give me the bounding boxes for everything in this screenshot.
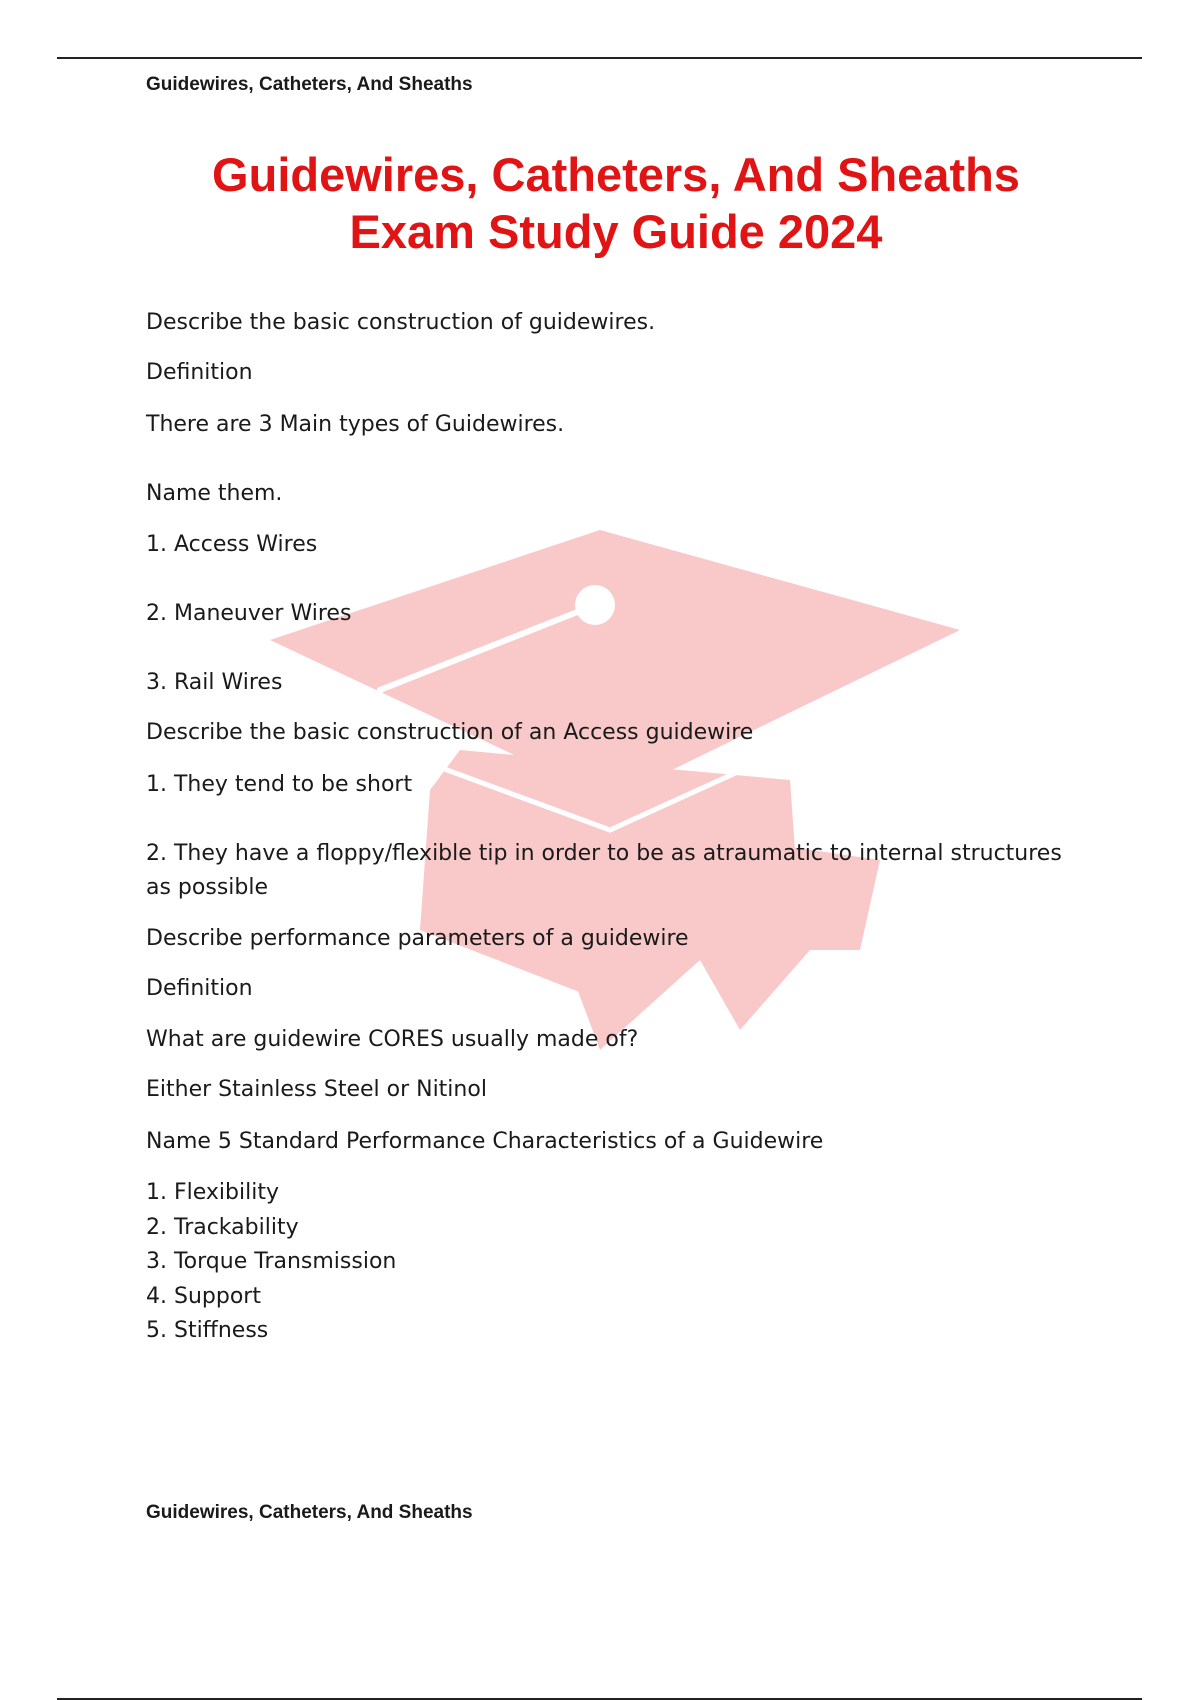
question-types: There are 3 Main types of Guidewires. (146, 412, 565, 437)
top-rule (57, 57, 1142, 59)
answer-cores: Either Stainless Steel or Nitinol (146, 1077, 487, 1102)
title-line-2: Exam Study Guide 2024 (349, 205, 883, 258)
list-item: 1. They tend to be short (146, 772, 413, 797)
running-footer: Guidewires, Catheters, And Sheaths (146, 1502, 473, 1523)
question-construction: Describe the basic construction of guidewires. (146, 310, 656, 335)
definition-label: Definition (146, 976, 253, 1001)
list-item: 5. Stiffness (146, 1318, 269, 1343)
list-item: 1. Access Wires (146, 532, 318, 557)
list-item: 3. Rail Wires (146, 670, 283, 695)
list-item: 2. They have a floppy/flexible tip in order to be as atraumatic to internal structures as possible (146, 841, 1062, 900)
question-characteristics: Name 5 Standard Performance Characteristics of a Guidewire (146, 1129, 824, 1154)
question-cores: What are guidewire CORES usually made of? (146, 1027, 639, 1052)
list-item: 1. Flexibility (146, 1180, 279, 1205)
running-header: Guidewires, Catheters, And Sheaths (146, 74, 473, 95)
list-item: 2. Trackability (146, 1214, 299, 1240)
title-line-1: Guidewires, Catheters, And Sheaths (212, 148, 1020, 201)
definition-label: Definition (146, 360, 253, 385)
list-item: 2. Maneuver Wires (146, 601, 352, 626)
list-item: 3. Torque Transmission (146, 1249, 397, 1274)
list-item: 4. Support (146, 1283, 261, 1309)
characteristics-list (146, 1176, 396, 1349)
document-title (0, 146, 1200, 260)
question-access-wire: Describe the basic construction of an Access guidewire (146, 720, 754, 745)
question-performance: Describe performance parameters of a guidewire (146, 926, 689, 951)
prompt-name-them: Name them. (146, 481, 283, 506)
